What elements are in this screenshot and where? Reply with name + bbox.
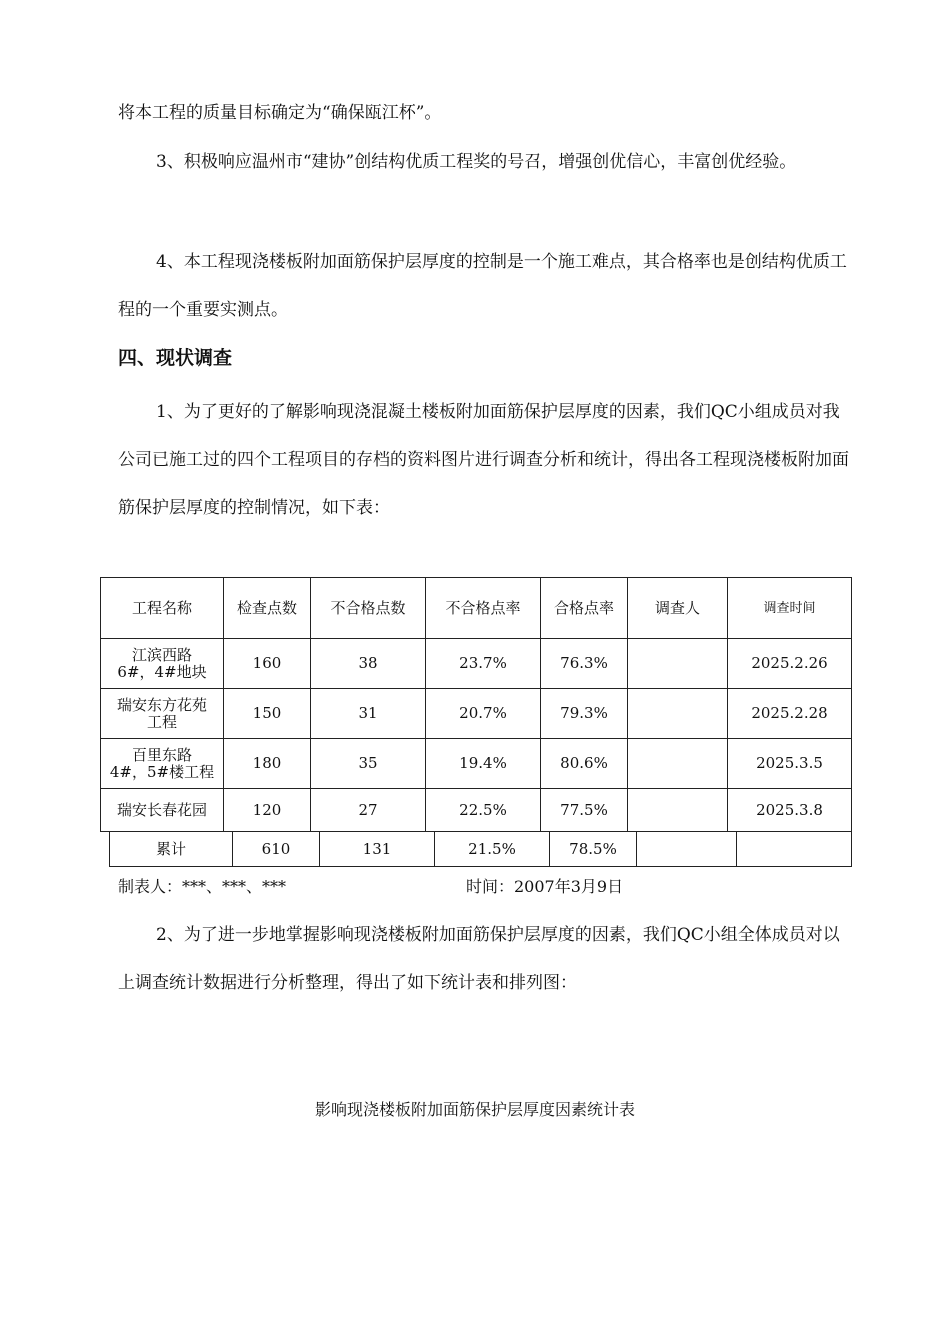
table-header-row — [101, 578, 852, 639]
cell: 180 — [224, 739, 311, 789]
header-cell: 调查人 — [628, 578, 728, 639]
cell — [628, 789, 728, 832]
cell: 31 — [311, 689, 426, 739]
paragraph-survey-1: 1、为了更好的了解影响现浇混凝土楼板附加面筋保护层厚度的因素，我们QC小组成员对我公司已施工过的四个工程项目的存档的资料图片进行调查分析和统计，得出各工程现浇楼板附加面筋保护层厚度的控制情况，如下表： — [118, 402, 849, 518]
cell — [637, 832, 737, 867]
cell: 160 — [224, 639, 311, 689]
table-date: 时间：2007年3月9日 — [466, 877, 624, 896]
cell: 19.4% — [426, 739, 541, 789]
cell — [628, 739, 728, 789]
cell: 2025.2.26 — [728, 639, 852, 689]
header-cell: 工程名称 — [101, 578, 224, 639]
table-row — [101, 789, 852, 832]
cell: 27 — [311, 789, 426, 832]
project-name-cell: 江滨西路 6#，4#地块 — [101, 639, 224, 689]
project-name-cell: 百里东路 4#，5#楼工程 — [101, 739, 224, 789]
cell: 20.7% — [426, 689, 541, 739]
cell: 150 — [224, 689, 311, 739]
survey-table — [100, 577, 852, 832]
cell — [628, 689, 728, 739]
project-name-cell: 瑞安东方花苑 工程 — [101, 689, 224, 739]
paragraph-survey-2: 2、为了进一步地掌握影响现浇楼板附加面筋保护层厚度的因素，我们QC小组全体成员对以上调查统计数据进行分析整理，得出了如下统计表和排列图： — [118, 925, 840, 993]
cell — [628, 639, 728, 689]
cell: 2025.3.5 — [728, 739, 852, 789]
table-row — [101, 739, 852, 789]
table-row — [101, 689, 852, 739]
header-cell: 不合格点数 — [311, 578, 426, 639]
table-row — [101, 639, 852, 689]
cell: 23.7% — [426, 639, 541, 689]
cell: 35 — [311, 739, 426, 789]
cell: 21.5% — [435, 832, 550, 867]
cell: 38 — [311, 639, 426, 689]
project-name-cell: 瑞安长春花园 — [101, 789, 224, 832]
header-cell: 检查点数 — [224, 578, 311, 639]
table-total-row — [110, 832, 852, 867]
cell: 22.5% — [426, 789, 541, 832]
header-cell: 合格点率 — [541, 578, 628, 639]
table-caption: 影响现浇楼板附加面筋保护层厚度因素统计表 — [314, 1100, 635, 1119]
cell: 610 — [233, 832, 320, 867]
cell: 120 — [224, 789, 311, 832]
survey-total-table — [109, 831, 852, 867]
total-label-cell: 累计 — [110, 832, 233, 867]
paragraph-quality-goal: 将本工程的质量目标确定为“确保瓯江杯”。 — [118, 103, 442, 123]
cell: 79.3% — [541, 689, 628, 739]
header-cell: 不合格点率 — [426, 578, 541, 639]
cell: 77.5% — [541, 789, 628, 832]
cell: 2025.3.8 — [728, 789, 852, 832]
cell: 80.6% — [541, 739, 628, 789]
cell: 131 — [320, 832, 435, 867]
section-heading: 四、现状调查 — [118, 347, 233, 369]
header-cell: 调查时间 — [728, 578, 852, 639]
table-maker: 制表人：***、***、*** — [118, 877, 287, 896]
cell: 76.3% — [541, 639, 628, 689]
cell: 78.5% — [550, 832, 637, 867]
cell — [737, 832, 852, 867]
paragraph-item-4: 4、本工程现浇楼板附加面筋保护层厚度的控制是一个施工难点，其合格率也是创结构优质工程的一个重要实测点。 — [118, 252, 847, 320]
paragraph-item-3: 3、积极响应温州市“建协”创结构优质工程奖的号召，增强创优信心，丰富创优经验。 — [156, 152, 797, 172]
cell: 2025.2.28 — [728, 689, 852, 739]
